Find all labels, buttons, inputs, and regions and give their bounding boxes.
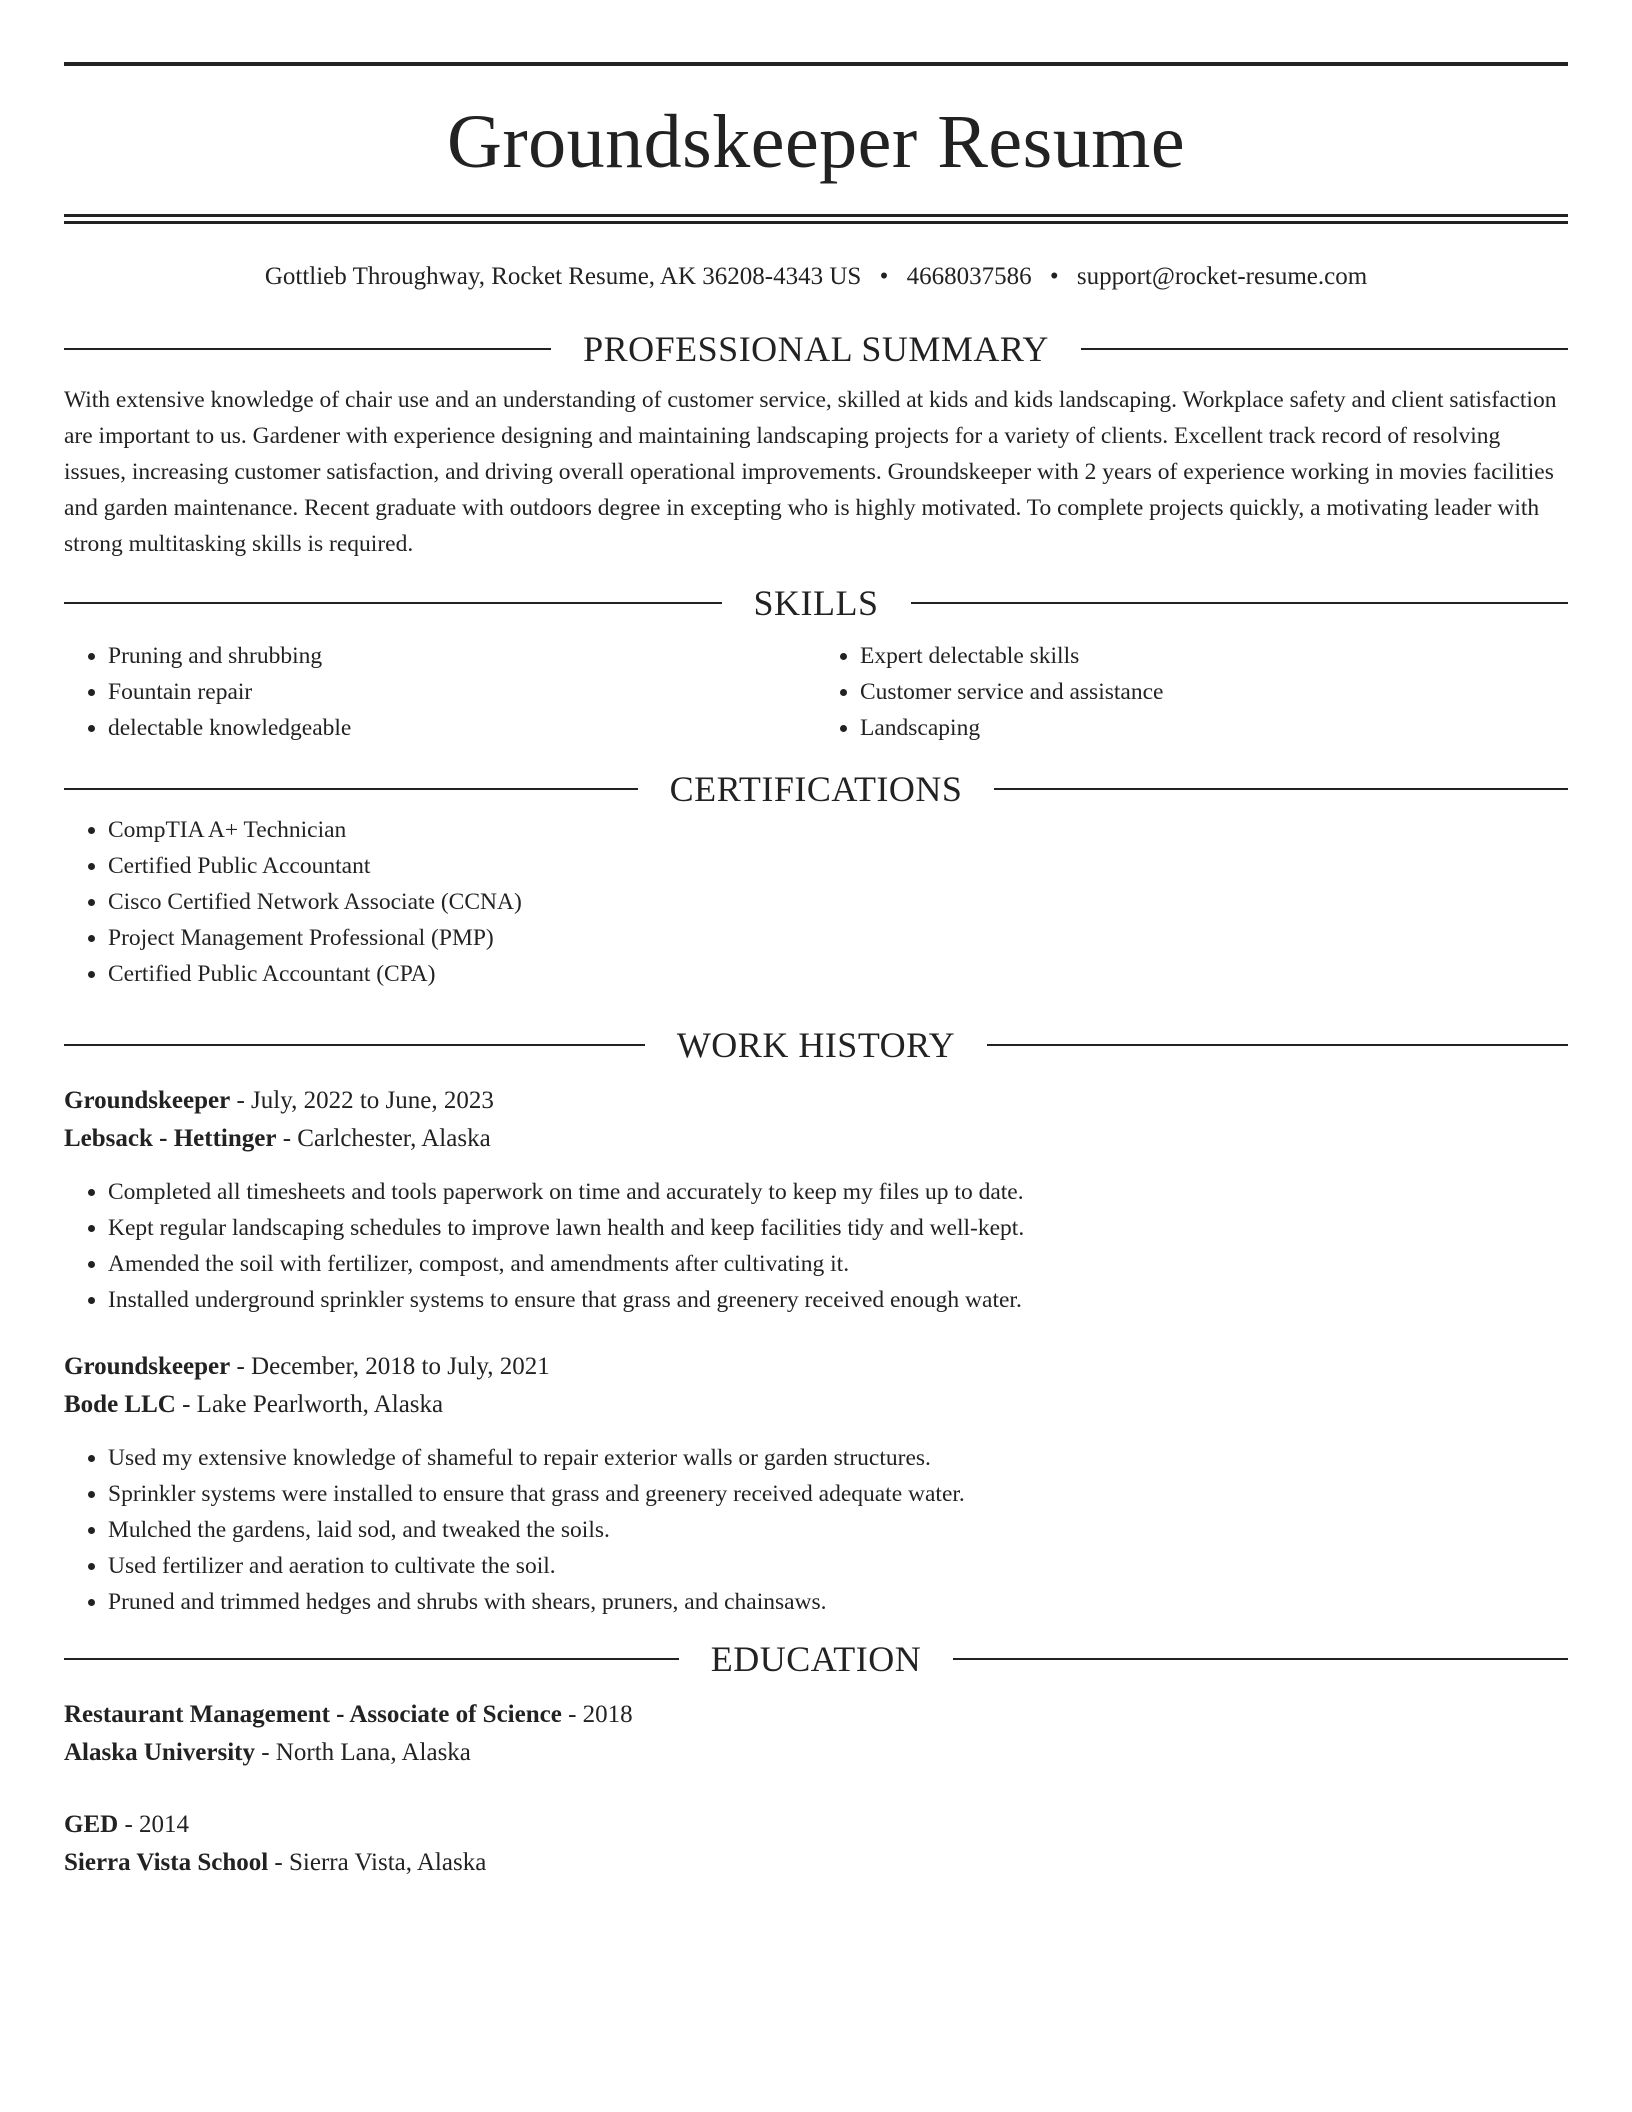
job-location: - Carlchester, Alaska [276, 1125, 491, 1152]
divider-line [1081, 348, 1568, 350]
skill-item: • Landscaping [860, 710, 1568, 746]
job-company: Bode LLC [64, 1391, 176, 1418]
section-title: CERTIFICATIONS [669, 769, 963, 809]
section-header-summary [64, 326, 1568, 372]
job-duty: • Mulched the gardens, laid sod, and tweaked the soils. [108, 1512, 1568, 1548]
contact-phone: 4668037586 [906, 263, 1032, 290]
divider-line [994, 788, 1568, 790]
certifications-list [64, 812, 1568, 992]
skill-item: • Expert delectable skills [860, 638, 1568, 674]
section-header-skills [64, 580, 1568, 626]
skill-item: • Fountain repair [108, 674, 816, 710]
education-year: - 2018 [561, 1701, 633, 1728]
job-duty: • Pruned and trimmed hedges and shrubs with shears, pruners, and chainsaws. [108, 1584, 1568, 1620]
job-duty: • Amended the soil with fertilizer, compost, and amendments after cultivating it. [108, 1246, 1568, 1282]
section-header-work-history [64, 1022, 1568, 1068]
divider-line [64, 348, 551, 350]
certification-item: • Cisco Certified Network Associate (CCNA) [108, 884, 1568, 920]
section-title: WORK HISTORY [676, 1025, 956, 1065]
skill-item: • Customer service and assistance [860, 674, 1568, 710]
skills-left-list [64, 638, 816, 746]
title-double-rule [64, 214, 1568, 224]
education-location: - Sierra Vista, Alaska [268, 1849, 487, 1876]
education-school: Alaska University [64, 1739, 255, 1766]
section-title: PROFESSIONAL SUMMARY [583, 329, 1049, 369]
divider-line [64, 602, 722, 604]
section-title: SKILLS [753, 583, 879, 623]
certification-item: • CompTIA A+ Technician [108, 812, 1568, 848]
job-duties-list [64, 1174, 1568, 1318]
skills-right-list [816, 638, 1568, 746]
job-duty: • Used fertilizer and aeration to cultivate the soil. [108, 1548, 1568, 1584]
education-degree-line [64, 1696, 1568, 1734]
top-rule [64, 62, 1568, 66]
job-company: Lebsack - Hettinger [64, 1125, 277, 1152]
skill-item: • delectable knowledgeable [108, 710, 816, 746]
job-dates: - December, 2018 to July, 2021 [230, 1353, 550, 1380]
divider-line [64, 788, 638, 790]
job-location: - Lake Pearlworth, Alaska [175, 1391, 444, 1418]
summary-paragraph: With extensive knowledge of chair use and an understanding of customer service, skilled at kids and kids landscaping. Workplace safety and client satisfaction are important to us. Gardener with experience designing and maintaining landscaping projects for a variety of clients. Excellent track record of resolving issues, increasing customer satisfaction, and driving overall operational improvements. Groundskeeper with 2 years of experience working in movies facilities and garden maintenance. Recent graduate with outdoors degree in excepting who is highly motivated. To complete projects quickly, a motivating leader with strong multitasking skills is required. [64, 387, 1557, 557]
job-title-line [64, 1082, 1568, 1120]
contact-email: support@rocket-resume.com [1076, 263, 1368, 290]
education-degree-line [64, 1806, 1568, 1844]
job-company-line [64, 1120, 1568, 1158]
skill-item: • Pruning and shrubbing [108, 638, 816, 674]
section-title: EDUCATION [710, 1639, 922, 1679]
education-year: - 2014 [118, 1811, 190, 1838]
job-entry [64, 1082, 1568, 1318]
job-duty: • Completed all timesheets and tools paperwork on time and accurately to keep my files up to date. [108, 1174, 1568, 1210]
education-school-line [64, 1844, 1568, 1882]
divider-line [64, 1044, 645, 1046]
resume-page [64, 0, 1568, 1882]
job-duty: • Kept regular landscaping schedules to improve lawn health and keep facilities tidy and well-kept. [108, 1210, 1568, 1246]
skills-columns [64, 638, 1568, 746]
contact-address: Gottlieb Throughway, Rocket Resume, AK 36208-4343 US [264, 263, 862, 290]
job-duty: • Installed underground sprinkler systems to ensure that grass and greenery received enough water. [108, 1282, 1568, 1318]
section-header-certifications [64, 766, 1568, 812]
job-entry [64, 1348, 1568, 1620]
divider-line [911, 602, 1569, 604]
section-header-education [64, 1636, 1568, 1682]
page-title: Groundskeeper Resume [446, 100, 1186, 184]
contact-separator: • [1049, 263, 1059, 290]
education-location: - North Lana, Alaska [254, 1739, 471, 1766]
education-entry [64, 1806, 1568, 1882]
job-duty: • Sprinkler systems were installed to ensure that grass and greenery received adequate water. [108, 1476, 1568, 1512]
contact-separator: • [879, 263, 889, 290]
job-dates: - July, 2022 to June, 2023 [230, 1087, 494, 1114]
job-company-line [64, 1386, 1568, 1424]
divider-line [987, 1044, 1568, 1046]
education-school: Sierra Vista School [64, 1849, 269, 1876]
job-duties-list [64, 1440, 1568, 1620]
education-school-line [64, 1734, 1568, 1772]
education-degree: GED [64, 1811, 119, 1838]
job-title: Groundskeeper [64, 1087, 231, 1114]
contact-line [64, 260, 1568, 294]
divider-line [64, 1658, 679, 1660]
job-title-line [64, 1348, 1568, 1386]
certification-item: • Certified Public Accountant [108, 848, 1568, 884]
certification-item: • Certified Public Accountant (CPA) [108, 956, 1568, 992]
education-degree: Restaurant Management - Associate of Science [64, 1701, 562, 1728]
education-entry [64, 1696, 1568, 1772]
certification-item: • Project Management Professional (PMP) [108, 920, 1568, 956]
job-duty: • Used my extensive knowledge of shameful to repair exterior walls or garden structures. [108, 1440, 1568, 1476]
job-title: Groundskeeper [64, 1353, 231, 1380]
divider-line [953, 1658, 1568, 1660]
